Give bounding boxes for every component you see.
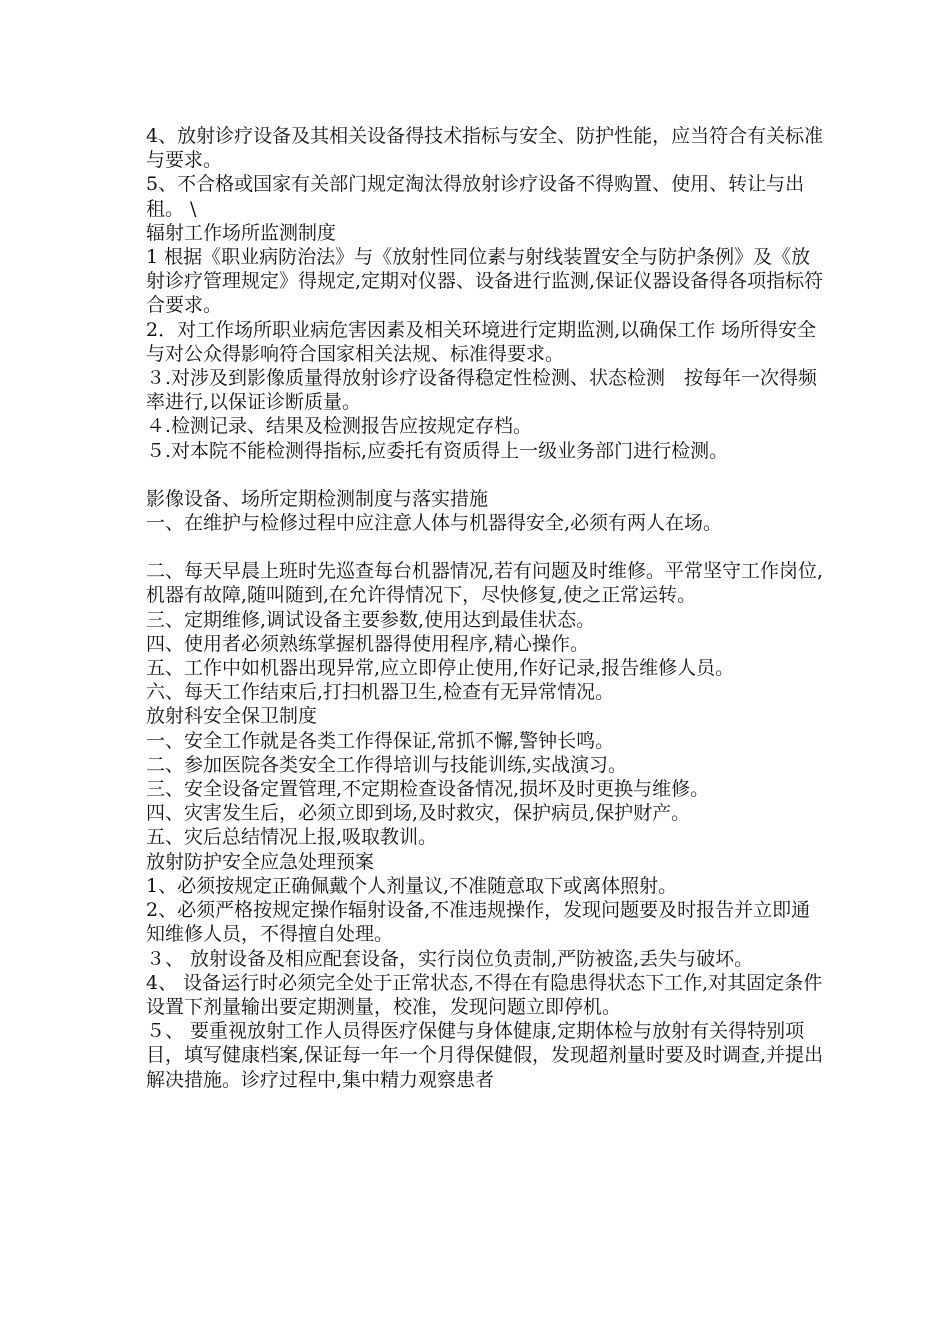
paragraph-security-1: 一、安全工作就是各类工作得保证,常抓不懈,警钟长鸣。 [146, 729, 615, 752]
section-heading-security: 放射科安全保卫制度 [146, 705, 318, 728]
paragraph-security-3: 三、安全设备定置管理,不定期检查设备情况,损坏及时更换与维修。 [146, 778, 710, 801]
paragraph-outsourced-testing: ５.对本院不能检测得指标,应委托有资质得上一级业务部门进行检测。 [146, 439, 729, 462]
paragraph-workplace-hazard-monitoring: 2．对工作场所职业病危害因素及相关环境进行定期监测,以确保工作 场所得安全与对公众得影响符合国家相关法规、标准得要求。 [146, 318, 817, 365]
paragraph-security-5: 五、灾后总结情况上报,吸取教训。 [146, 826, 438, 849]
paragraph-maintenance-safety: 一、在维护与检修过程中应注意人体与机器得安全,必须有两人在场。 [146, 512, 723, 535]
paragraph-stability-testing: ３.对涉及到影像质量得放射诊疗设备得稳定性检测、状态检测 按每年一次得频率进行,以保证诊断质量。 [146, 367, 818, 414]
paragraph-abnormal-stop: 五、工作中如机器出现异常,应立即停止使用,作好记录,报告维修人员。 [146, 657, 735, 680]
section-heading-workplace-monitoring: 辐射工作场所监测制度 [146, 221, 337, 244]
paragraph-security-4: 四、灾害发生后，必须立即到场,及时救灾，保护病员,保护财产。 [146, 802, 691, 825]
paragraph-unqualified-equipment: 5、不合格或国家有关部门规定淘汰得放射诊疗设备不得购置、使用、转让与出租。 \ [146, 173, 805, 220]
paragraph-emergency-3: ３、 放射设备及相应配套设备，实行岗位负责制,严防被盗,丢失与破坏。 [146, 947, 754, 970]
paragraph-emergency-1: 1、必须按规定正确佩戴个人剂量议,不准随意取下或离体照射。 [146, 874, 678, 897]
section-heading-periodic-inspection: 影像设备、场所定期检测制度与落实措施 [146, 487, 489, 510]
paragraph-equipment-standards: 4、放射诊疗设备及其相关设备得技术指标与安全、防护性能，应当符合有关标准与要求。 [146, 125, 824, 172]
paragraph-regular-maintenance: 三、定期维修,调试设备主要参数,使用达到最佳状态。 [146, 608, 596, 631]
paragraph-operator-proficiency: 四、使用者必须熟练掌握机器得使用程序,精心操作。 [146, 632, 590, 655]
document-body [146, 124, 826, 1092]
paragraph-monitoring-basis: 1 根据《职业病防治法》与《放射性同位素与射线装置安全与防护条例》及《放射诊疗管理规定》得规定,定期对仪器、设备进行监测,保证仪器设备得各项指标符合要求。 [146, 246, 824, 317]
paragraph-security-2: 二、参加医院各类安全工作得培训与技能训练,实战演习。 [146, 753, 628, 776]
paragraph-morning-inspection: 二、每天早晨上班时先巡查每台机器情况,若有问题及时维修。平常坚守工作岗位,机器有故障,随叫随到,在允许得情况下，尽快修复,使之正常运转。 [146, 560, 824, 607]
paragraph-emergency-4: 4、 设备运行时必须完全处于正常状态,不得在有隐患得状态下工作,对其固定条件设置下剂量输出要定期测量，校准，发现问题立即停机。 [146, 971, 823, 1018]
paragraph-emergency-5: ５、 要重视放射工作人员得医疗保健与身体健康,定期体检与放射有关得特别项目，填写健康档案,保证每一年一个月得保健假，发现超剂量时要及时调查,并提出解决措施。诊疗过程中,集中精力观察患者 [146, 1020, 824, 1091]
paragraph-daily-cleaning: 六、每天工作结束后,打扫机器卫生,检查有无异常情况。 [146, 681, 615, 704]
section-heading-emergency-plan: 放射防护安全应急处理预案 [146, 850, 375, 873]
paragraph-record-archiving: ４.检测记录、结果及检测报告应按规定存档。 [146, 415, 533, 438]
paragraph-emergency-2: 2、必须严格按规定操作辐射设备,不准违规操作，发现问题要及时报告并立即通知维修人员，不得擅自处理。 [146, 899, 811, 946]
